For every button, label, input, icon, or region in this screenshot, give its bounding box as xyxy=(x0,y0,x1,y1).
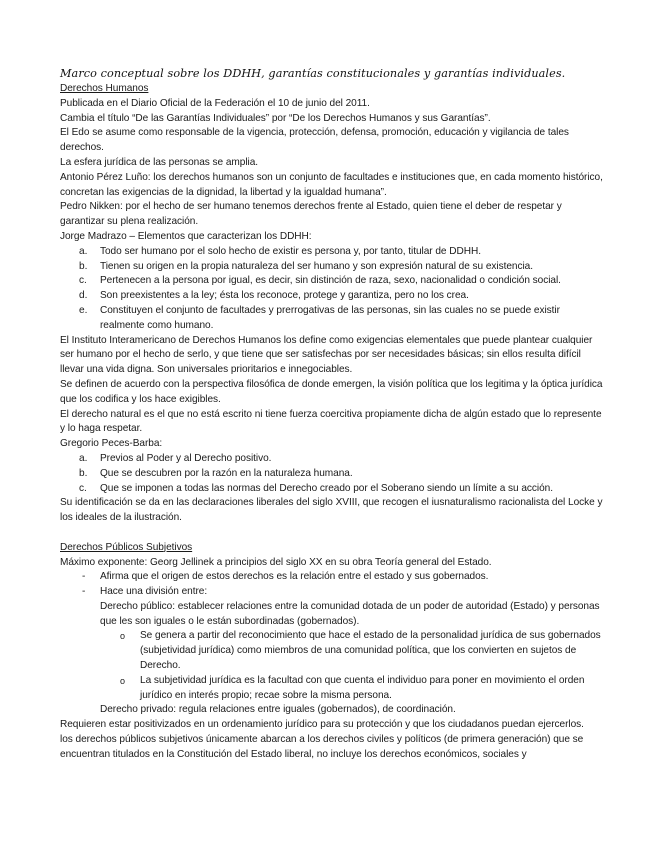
dash-marker: - xyxy=(82,586,86,598)
section-heading: Derechos Humanos xyxy=(60,83,149,94)
document-title: Marco conceptual sobre los DDHH, garantías constitucionales y garantías individuales. xyxy=(60,67,566,80)
list-item-text: Afirma que el origen de estos derechos es la relación entre el estado y sus gobernados. xyxy=(100,571,489,583)
list-item-text: Se genera a partir del reconocimiento que hace el estado de la personalidad jurídica de sus gobernados (subjetividad jurídica) como miembros de una comunidad política, que los convierten en sujetos de Derecho. xyxy=(140,630,601,672)
madrazo-list xyxy=(60,245,605,334)
list-marker: b. xyxy=(79,260,88,272)
list-item xyxy=(79,482,605,497)
list-item-text: Son preexistentes a la ley; ésta los reconoce, protege y garantiza, pero no los crea. xyxy=(100,290,469,302)
list-item-text: Todo ser humano por el solo hecho de existir es persona y, por tanto, titular de DDHH. xyxy=(100,245,481,257)
list-item-text: Hace una división entre: xyxy=(100,586,208,598)
paragraph: los derechos públicos subjetivos únicamente abarcan a los derechos civiles y políticos (de primera generación) que se encuentran titulados en la Constitución del Estado liberal, no incluye los derechos económicos, sociales y xyxy=(60,734,584,760)
list-marker: e. xyxy=(79,304,88,316)
paragraph: Publicada en el Diario Oficial de la Federación el 10 de junio del 2011. xyxy=(60,97,370,109)
list-item xyxy=(79,304,605,334)
paragraph: Máximo exponente: Georg Jellinek a principios del siglo XX en su obra Teoría general del Estado. xyxy=(60,556,492,568)
circle-marker: o xyxy=(120,675,125,686)
paragraph: Cambia el título “De las Garantías Individuales” por “De los Derechos Humanos y sus Garantías”. xyxy=(60,112,491,124)
list-item xyxy=(79,245,605,260)
list-item xyxy=(120,674,605,704)
list-marker: d. xyxy=(79,290,88,302)
section-derechos-humanos xyxy=(60,82,605,526)
list-marker: a. xyxy=(79,452,88,464)
paragraph: Derecho privado: regula relaciones entre iguales (gobernados), de coordinación. xyxy=(100,704,456,716)
list-item-text: Pertenecen a la persona por igual, es decir, sin distinción de raza, sexo, nacionalidad o condición social. xyxy=(100,275,561,287)
paragraph: Pedro Nikken: por el hecho de ser humano tenemos derechos frente al Estado, quien tiene el deber de respetar y garantizar su plena realización. xyxy=(60,201,562,228)
list-marker: a. xyxy=(79,245,88,257)
circle-list xyxy=(60,629,605,703)
list-marker: c. xyxy=(79,275,87,287)
paragraph: Se definen de acuerdo con la perspectiva filosófica de donde emergen, la visión política que los legitima y la óptica jurídica que los codifica y los hace exigibles. xyxy=(60,378,603,405)
paragraph: Jorge Madrazo – Elementos que caracterizan los DDHH: xyxy=(60,230,312,242)
paragraph: Gregorio Peces-Barba: xyxy=(60,438,163,450)
paragraph: El Instituto Interamericano de Derechos Humanos los define como exigencias elementales que puede plantear cualquier ser humano por el hecho de serlo, y que tiene que ser satisfechas por ser necesidades básicas; sin ellos resulta difícil llevar una vida digna. Son universales prioritarios e innegociables. xyxy=(60,334,593,376)
list-marker: c. xyxy=(79,482,87,494)
list-marker: b. xyxy=(79,467,88,479)
dash-marker: - xyxy=(82,571,86,583)
paragraph: El derecho natural es el que no está escrito ni tiene fuerza coercitiva propiamente dicha de algún estado que lo represente y lo haga respetar. xyxy=(60,408,602,435)
list-item-text: Que se descubren por la razón en la naturaleza humana. xyxy=(100,467,353,479)
paragraph: Requieren estar positivizados en un ordenamiento jurídico para su protección y que los ciudadanos puedan ejercerlos. xyxy=(60,719,584,731)
circle-marker: o xyxy=(120,631,125,642)
list-item-text: Constituyen el conjunto de facultades y prerrogativas de las personas, sin las cuales no se puede existir realmente como humano. xyxy=(100,304,560,331)
paragraph: Antonio Pérez Luño: los derechos humanos son un conjunto de facultades e instituciones que, en cada momento histórico, concretan las exigencias de la dignidad, la libertad y la igualdad humana”. xyxy=(60,171,603,198)
paragraph: Derecho público: establecer relaciones entre la comunidad dotada de un poder de autoridad (Estado) y personas que les son iguales o le están subordinadas (gobernados). xyxy=(100,600,600,627)
section-heading: Derechos Públicos Subjetivos xyxy=(60,541,193,553)
paragraph: La esfera jurídica de las personas se amplia. xyxy=(60,156,259,168)
dash-list xyxy=(60,570,605,600)
list-item-text: Tienen su origen en la propia naturaleza del ser humano y son expresión natural de su existencia. xyxy=(100,260,534,272)
list-item-text: Que se imponen a todas las normas del Derecho creado por el Soberano siendo un límite a su acción. xyxy=(100,482,553,494)
list-item xyxy=(79,260,605,275)
list-item xyxy=(79,274,605,289)
list-item xyxy=(82,570,605,585)
spacer xyxy=(60,526,605,541)
paragraph: Su identificación se da en las declaraciones liberales del siglo XVIII, que recogen el iusnaturalismo racionalista del Locke y los ideales de la ilustración. xyxy=(60,497,603,524)
list-item-text: La subjetividad jurídica es la facultad con que cuenta el individuo para poner en movimiento el orden jurídico en interés propio; recae sobre la misma persona. xyxy=(140,674,585,701)
list-item xyxy=(79,289,605,304)
list-item-text: Previos al Poder y al Derecho positivo. xyxy=(100,452,272,464)
list-item xyxy=(79,452,605,467)
list-item xyxy=(82,585,605,600)
paragraph: El Edo se asume como responsable de la vigencia, protección, defensa, promoción, educación y vigilancia de tales derechos. xyxy=(60,127,569,154)
peces-barba-list xyxy=(60,452,605,496)
list-item xyxy=(120,629,605,673)
section-derechos-publicos-subjetivos xyxy=(60,541,605,763)
list-item xyxy=(79,467,605,482)
